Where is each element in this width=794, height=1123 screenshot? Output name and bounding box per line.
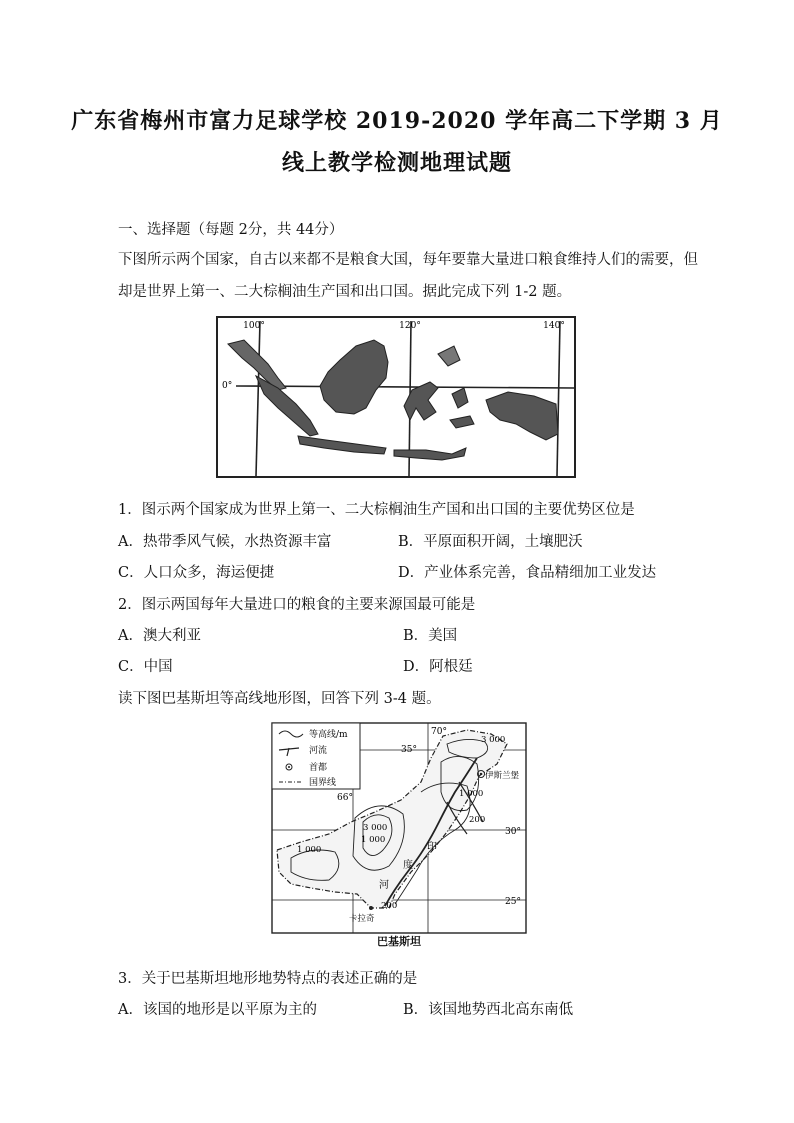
intro-2-line-1: 读下图巴基斯坦等高线地形图，回答下列 3-4 题。: [118, 691, 441, 707]
q3-option-a: A．该国的地形是以平原为主的: [118, 1002, 317, 1018]
southeast-asia-map: [216, 316, 576, 478]
lon-label-100: 100°: [243, 321, 265, 331]
capital-label: 伊斯兰堡: [485, 771, 520, 781]
lon-label-66: 66°: [337, 793, 353, 803]
document-title-line-2: 线上教学检测地理试题: [281, 150, 512, 176]
q2-option-c: C．中国: [118, 659, 173, 675]
q1-option-a: A．热带季风气候，水热资源丰富: [118, 534, 332, 550]
contour-label-1000-southwest: 1 000: [297, 845, 322, 855]
map-2-caption: 巴基斯坦: [377, 935, 421, 948]
contour-label-200-south: 200: [381, 901, 398, 911]
question-2-stem: 2．图示两国每年大量进口的粮食的主要来源国最可能是: [118, 597, 476, 613]
legend-border: 国界线: [309, 778, 337, 788]
contour-label-200-north: 200: [469, 815, 486, 825]
legend-river: 河流: [309, 746, 328, 756]
indus-label-3: 河: [379, 880, 389, 891]
lon-label-120: 120°: [399, 321, 421, 331]
lat-label-0: 0°: [222, 381, 233, 391]
contour-label-3000-north: 3 000: [481, 735, 506, 745]
q2-option-b: B．美国: [403, 628, 458, 644]
section-heading: 一、选择题（每题 2分，共 44分）: [118, 222, 344, 238]
lat-label-35: 35°: [401, 745, 417, 755]
q2-option-d: D．阿根廷: [403, 659, 473, 675]
document-title-line-1: 广东省梅州市富力足球学校 2019-2020 学年高二下学期 3 月: [71, 108, 723, 134]
q2-option-a: A．澳大利亚: [118, 628, 201, 644]
intro-1-line-2: 却是世界上第一、二大棕榈油生产国和出口国。据此完成下列 1-2 题。: [118, 284, 572, 300]
q3-option-b: B．该国地势西北高东南低: [403, 1002, 574, 1018]
lat-label-30: 30°: [505, 827, 521, 837]
contour-label-3000-west: 3 000: [363, 823, 388, 833]
q1-option-d: D．产业体系完善，食品精细加工业发达: [398, 565, 657, 581]
indus-label-1: 印: [427, 842, 437, 853]
legend-contour: 等高线/m: [309, 730, 348, 740]
indus-label-2: 度: [403, 860, 413, 871]
legend-capital: 首都: [309, 763, 328, 773]
pakistan-contour-map: [271, 722, 527, 954]
question-1-stem: 1．图示两个国家成为世界上第一、二大棕榈油生产国和出口国的主要优势区位是: [118, 502, 635, 518]
q1-option-c: C．人口众多，海运便捷: [118, 565, 275, 581]
q1-option-b: B．平原面积开阔，土壤肥沃: [398, 534, 583, 550]
contour-label-1000-west: 1 000: [361, 835, 386, 845]
karachi-label: 卡拉奇: [349, 914, 375, 924]
intro-1-line-1: 下图所示两个国家，自古以来都不是粮食大国，每年要靠大量进口粮食维持人们的需要，但: [118, 252, 698, 268]
lon-label-70: 70°: [431, 727, 447, 737]
lat-label-25: 25°: [505, 897, 521, 907]
question-3-stem: 3．关于巴基斯坦地形地势特点的表述正确的是: [118, 971, 418, 987]
lon-label-140: 140°: [543, 321, 565, 331]
contour-label-1000-north: 1 000: [459, 789, 484, 799]
